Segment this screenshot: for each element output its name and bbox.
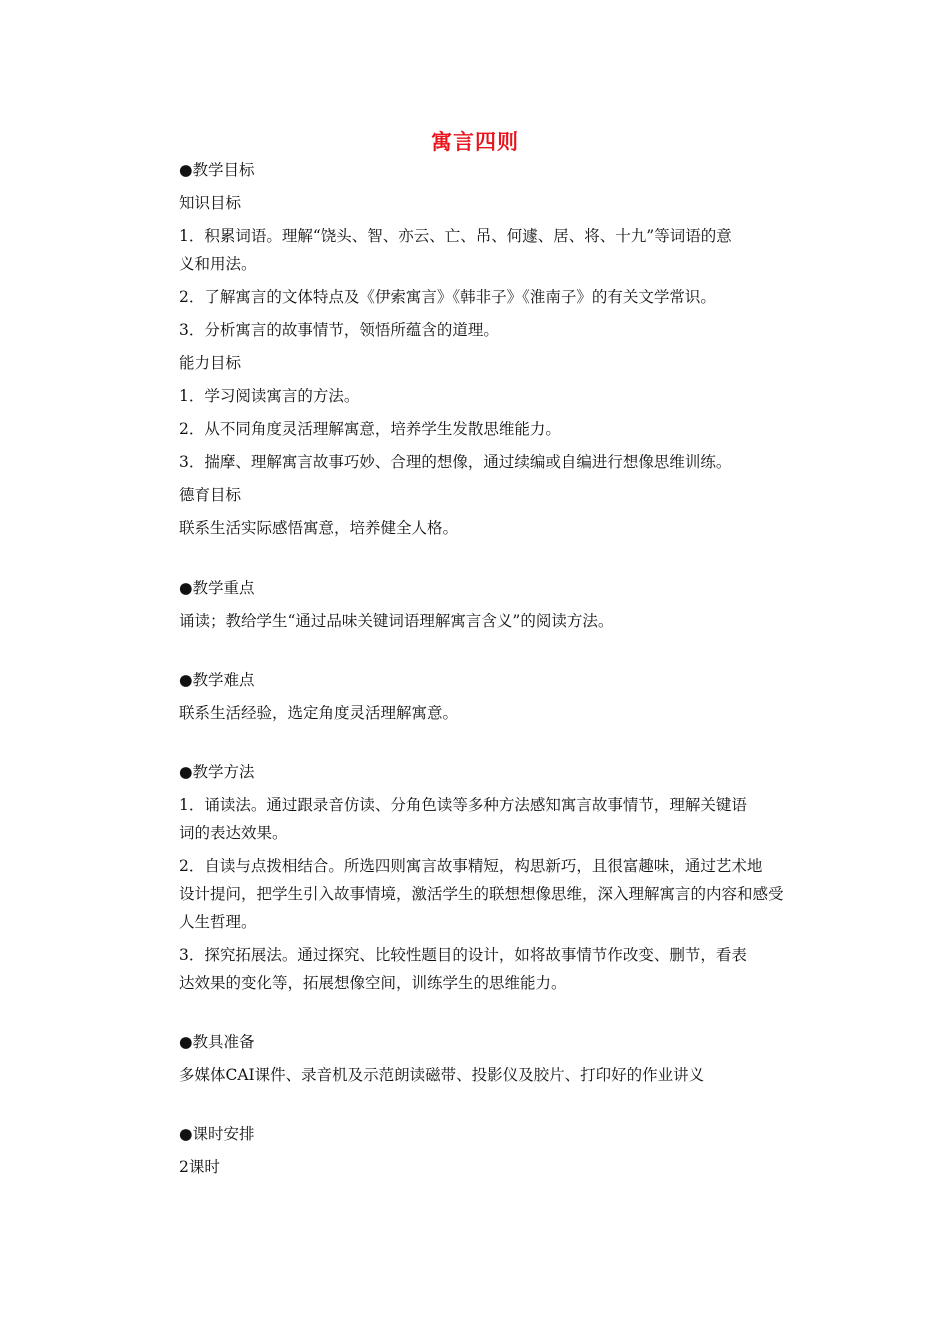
subheading-moral: 德育目标 (179, 486, 242, 504)
schedule-text: 2课时 (179, 1158, 220, 1176)
ability-item-3: 3．揣摩、理解寓言故事巧妙、合理的想像，通过续编或自编进行想像思维训练。 (179, 453, 732, 471)
methods-item-2-cont-1: 设计提问，把学生引入故事情境，激活学生的联想想像思维，深入理解寓言的内容和感受 (179, 885, 784, 903)
section-heading-schedule: ●课时安排 (179, 1125, 255, 1143)
difficulties-text: 联系生活经验，选定角度灵活理解寓意。 (179, 704, 459, 722)
methods-item-1-cont: 词的表达效果。 (179, 824, 288, 842)
knowledge-item-3: 3．分析寓言的故事情节，领悟所蕴含的道理。 (179, 321, 499, 339)
section-heading-difficulties: ●教学难点 (179, 671, 255, 689)
document-title: 寓言四则 (431, 129, 519, 154)
section-heading-objectives: ●教学目标 (179, 161, 255, 179)
methods-item-2-cont-2: 人生哲理。 (179, 913, 257, 931)
section-heading-methods: ●教学方法 (179, 763, 255, 781)
key-points-text: 诵读；教给学生“通过品味关键词语理解寓言含义”的阅读方法。 (179, 612, 614, 630)
knowledge-item-1: 1．积累词语。理解“饶头、智、亦云、亡、吊、何遽、居、将、十九”等词语的意 (179, 227, 732, 245)
materials-text: 多媒体CAI课件、录音机及示范朗读磁带、投影仪及胶片、打印好的作业讲义 (179, 1066, 705, 1084)
moral-text: 联系生活实际感悟寓意，培养健全人格。 (179, 519, 459, 537)
methods-item-1: 1．诵读法。通过跟录音仿读、分角色读等多种方法感知寓言故事情节，理解关键语 (179, 796, 747, 814)
subheading-ability: 能力目标 (179, 354, 242, 372)
section-heading-materials: ●教具准备 (179, 1033, 255, 1051)
methods-item-3-cont: 达效果的变化等，拓展想像空间，训练学生的思维能力。 (179, 974, 567, 992)
knowledge-item-2: 2．了解寓言的文体特点及《伊索寓言》《韩非子》《淮南子》的有关文学常识。 (179, 288, 716, 306)
methods-item-3: 3．探究拓展法。通过探究、比较性题目的设计，如将故事情节作改变、删节，看表 (179, 946, 747, 964)
knowledge-item-1-cont: 义和用法。 (179, 255, 257, 273)
methods-item-2: 2．自读与点拨相结合。所选四则寓言故事精短，构思新巧，且很富趣味，通过艺术地 (179, 857, 763, 875)
ability-item-2: 2．从不同角度灵活理解寓意，培养学生发散思维能力。 (179, 420, 561, 438)
subheading-knowledge: 知识目标 (179, 194, 242, 212)
section-heading-key-points: ●教学重点 (179, 579, 255, 597)
ability-item-1: 1．学习阅读寓言的方法。 (179, 387, 360, 405)
